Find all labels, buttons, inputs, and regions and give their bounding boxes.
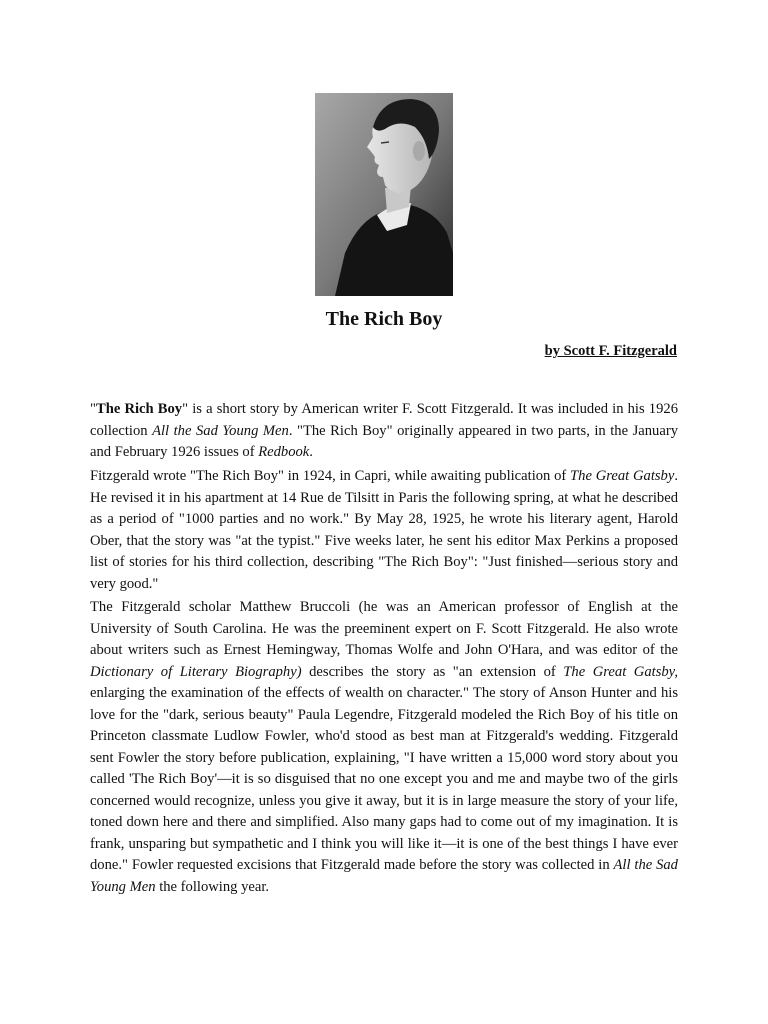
author-portrait-photo bbox=[315, 93, 453, 296]
italic-text: The Great Gatsby, bbox=[563, 663, 678, 680]
italic-text: All the Sad Young Men bbox=[90, 857, 678, 895]
italic-text: Dictionary of Literary Biography) bbox=[90, 663, 302, 680]
text-run: . "The Rich Boy" originally appeared in two parts, in the January and February 1926 issues of bbox=[90, 422, 678, 460]
text-run: Fitzgerald wrote "The Rich Boy" in 1924, in Capri, while awaiting publication of bbox=[90, 468, 571, 484]
text-run: the following year. bbox=[155, 878, 270, 895]
paragraph-3 bbox=[90, 597, 678, 898]
bold-text: The Rich Boy bbox=[95, 401, 183, 417]
italic-text: The Great Gatsby bbox=[570, 468, 675, 484]
paragraph-text bbox=[90, 597, 678, 898]
document-title: The Rich Boy bbox=[325, 308, 443, 330]
text-run: . He revised it in his apartment at 14 Rue de Tilsitt in Paris the following spring, at what he described as a period of "1000 parties and no work." By May 28, 1925, he wrote his literary agent, Harold Ober, that the story was "at the typist." Five weeks later, he sent his editor Max Perkins a proposed list of stories for his third collection, describing "The Rich Boy": "Just finished—serious story and very good." bbox=[90, 468, 678, 592]
italic-text: All the Sad Young Men bbox=[152, 422, 289, 439]
text-run: enlarging the examination of the effects of wealth on character." The story of Anson Hunter and his love for the "dark, serious beauty" Paula Legendre, Fitzgerald modeled the Rich Boy of his title on Princeton classmate Ludlow Fowler, who'd stood as best man at Fitzgerald's wedding. Fitzgerald sent Fowler the story before publication, explaining, "I have written a 15,000 word story about you called 'The Rich Boy'—it is so disguised that no one except you and me and maybe two of the girls concerned would recognize, unless you give it away, but it is in large measure the story of your life, toned down here and there and simplified. Also many gaps had to come out of my imagination. It is frank, unsparing but sympathetic and I think you will like it—it is one of the best things I have ever done." Fowler requested excisions that Fitzgerald made before the story was collected in bbox=[90, 685, 678, 873]
author-byline: by Scott F. Fitzgerald bbox=[544, 343, 677, 359]
text-run: The Fitzgerald scholar Matthew Bruccoli (he was an American professor of English at the University of South Carolina. He was the preeminent expert on F. Scott Fitzgerald. He also wrote about writers such as Ernest Hemingway, Thomas Wolfe and John O'Hara, and was editor of the bbox=[90, 599, 678, 658]
paragraph-1 bbox=[90, 399, 678, 464]
text-run: describes the story as "an extension of bbox=[301, 663, 564, 680]
portrait-illustration bbox=[315, 93, 453, 296]
italic-text: Redbook bbox=[258, 444, 310, 460]
paragraph-text bbox=[90, 466, 678, 595]
text-run: " bbox=[90, 401, 96, 417]
paragraph-text bbox=[90, 399, 678, 464]
text-run: " is a short story by American writer F. Scott Fitzgerald. It was included in his 1926 collection bbox=[90, 401, 678, 439]
text-run: . bbox=[309, 444, 313, 460]
paragraph-2 bbox=[90, 466, 678, 595]
